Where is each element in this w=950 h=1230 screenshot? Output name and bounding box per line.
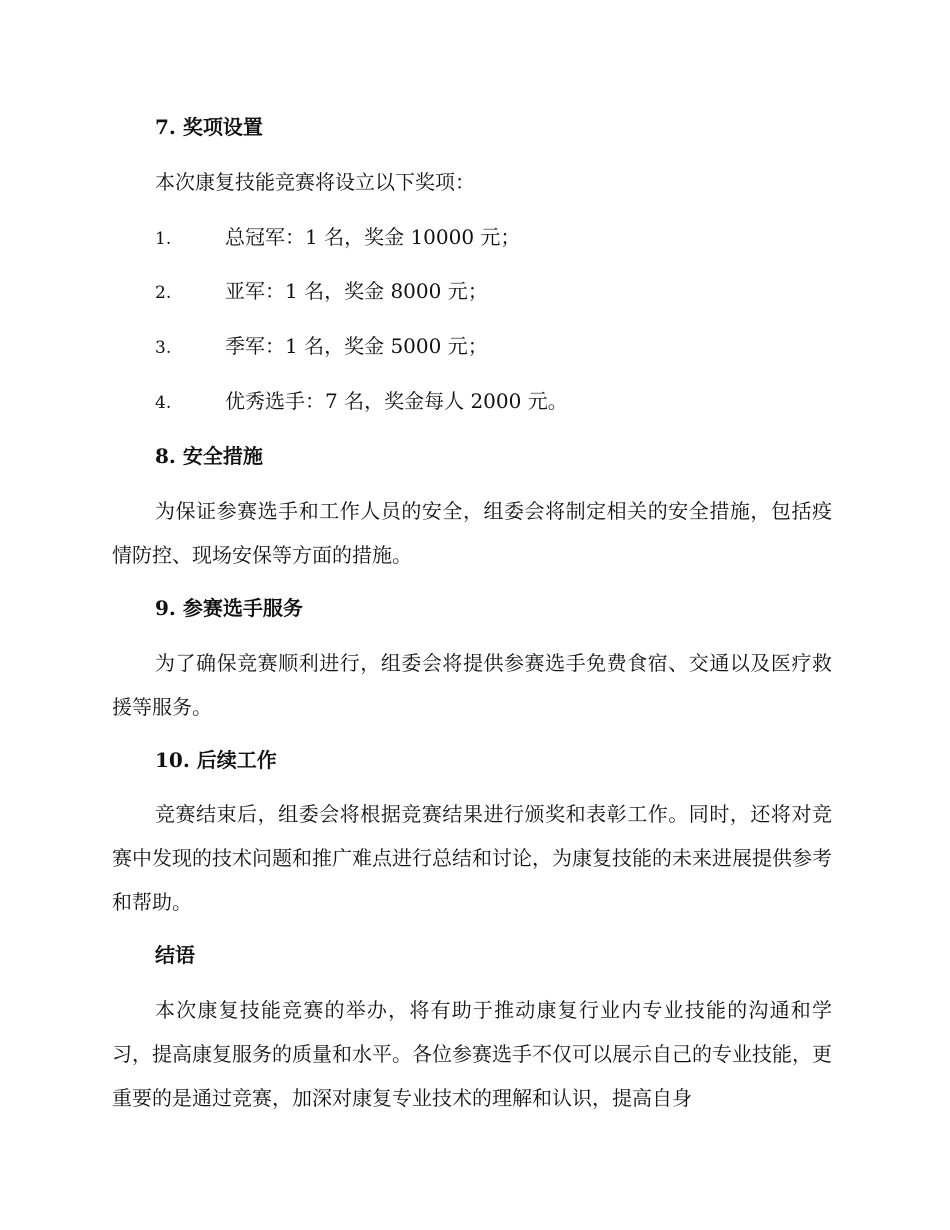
list-number: 4.	[155, 393, 172, 413]
list-item-award-4	[155, 379, 835, 425]
list-item-award-1	[155, 215, 835, 261]
safety-paragraph: 为保证参赛选手和工作人员的安全，组委会将制定相关的安全措施，包括疫情防控、现场安保等方面的措施。	[112, 499, 832, 567]
section-heading-awards: 7. 奖项设置	[155, 115, 263, 139]
services-paragraph: 为了确保竞赛顺利进行，组委会将提供参赛选手免费食宿、交通以及医疗救援等服务。	[112, 651, 832, 719]
list-number: 2.	[155, 283, 172, 303]
conclusion-paragraph: 本次康复技能竞赛的举办，将有助于推动康复行业内专业技能的沟通和学习，提高康复服务的质量和水平。各位参赛选手不仅可以展示自己的专业技能，更重要的是通过竞赛，加深对康复专业技术的理解和认识，提高自身	[112, 998, 832, 1110]
list-number: 3.	[155, 338, 172, 358]
list-item-award-2	[155, 269, 835, 315]
section-heading-conclusion: 结语	[155, 943, 195, 967]
list-text: 亚军：1 名，奖金 8000 元；	[225, 279, 488, 303]
list-item-award-3	[155, 324, 835, 370]
list-text: 优秀选手：7 名，奖金每人 2000 元。	[225, 389, 568, 413]
section-heading-followup: 10. 后续工作	[155, 748, 277, 772]
followup-paragraph: 竞赛结束后，组委会将根据竞赛结果进行颁奖和表彰工作。同时，还将对竞赛中发现的技术问题和推广难点进行总结和讨论，为康复技能的未来进展提供参考和帮助。	[112, 802, 832, 914]
awards-intro: 本次康复技能竞赛将设立以下奖项：	[155, 170, 475, 194]
list-number: 1.	[155, 229, 172, 249]
list-text: 总冠军：1 名，奖金 10000 元；	[225, 225, 521, 249]
section-heading-safety: 8. 安全措施	[155, 444, 263, 468]
section-heading-services: 9. 参赛选手服务	[155, 596, 303, 620]
list-text: 季军：1 名，奖金 5000 元；	[225, 334, 488, 358]
